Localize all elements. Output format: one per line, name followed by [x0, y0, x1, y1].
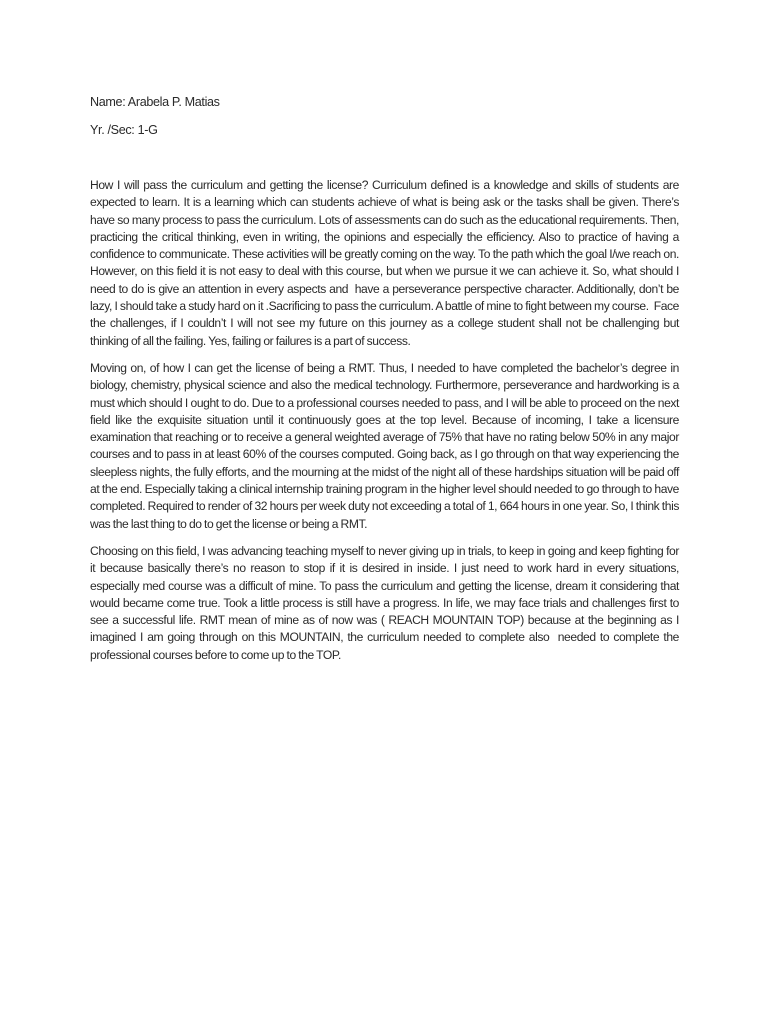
student-name-line: Name: Arabela P. Matias: [90, 95, 220, 109]
year-section-line: Yr. /Sec: 1-G: [90, 123, 158, 137]
essay-paragraph-2: Moving on, of how I can get the license of being a RMT. Thus, I needed to have completed the bachelor’s degree in biology, chemistry, physical science and also the medical technology. Furthermore, perseverance and hardworking is a must which should I ought to do. Due to a professional courses needed to pass, and I will be able to proceed on the next field like the exquisite situation until it continuously goes at the top level. Because of incoming, I take a licensure examination that reaching or to receive a general weighted average of 75% that have no rating below 50% in any major courses and to pass in at least 60% of the courses computed. Going back, as I go through on that way experiencing the sleepless nights, the fully efforts, and the mourning at the midst of the night all of these hardships situation will be paid off at the end. Especially taking a clinical internship training program in the higher level should needed to go through to have completed. Required to render of 32 hours per week duty not exceeding a total of 1, 664 hours in one year. So, I think this was the last thing to do to get the license or being a RMT.: [90, 360, 682, 531]
essay-paragraph-3: Choosing on this field, I was advancing teaching myself to never giving up in trials, to keep in going and keep fighting for it because basically there’s no reason to stop if it is desired in inside. I just need to work hard in every situations, especially med course was a difficult of mine. To pass the curriculum and getting the license, dream it considering that would became come true. Took a little process is still have a progress. In life, we may face trials and challenges first to see a successful life. RMT mean of mine as of now was ( REACH MOUNTAIN TOP) because at the beginning as I imagined I am going through on this MOUNTAIN, the curriculum needed to complete also needed to complete the professional courses before to come up to the TOP.: [90, 543, 682, 662]
essay-body: [90, 177, 682, 664]
essay-paragraph-1: How I will pass the curriculum and getting the license? Curriculum defined is a knowledge and skills of students are expected to learn. It is a learning which can students achieve of what is being ask or the tasks shall be given. There’s have so many process to pass the curriculum. Lots of assessments can do such as the educational requirements. Then, practicing the critical thinking, even in writing, the opinions and especially the efficiency. Also to practice of having a confidence to communicate. These activities will be greatly coming on the way. To the path which the goal I/we reach on. However, on this field it is not easy to deal with this course, but when we pursue it we can achieve it. So, what should I need to do is give an attention in every aspects and have a perseverance perspective character. Additionally, don’t be lazy, I should take a study hard on it .Sacrificing to pass the curriculum. A battle of mine to fight between my course. Face the challenges, if I couldn’t I will not see my future on this journey as a college student shall not be challenging but thinking of all the failing. Yes, failing or failures is a part of success.: [90, 178, 682, 348]
